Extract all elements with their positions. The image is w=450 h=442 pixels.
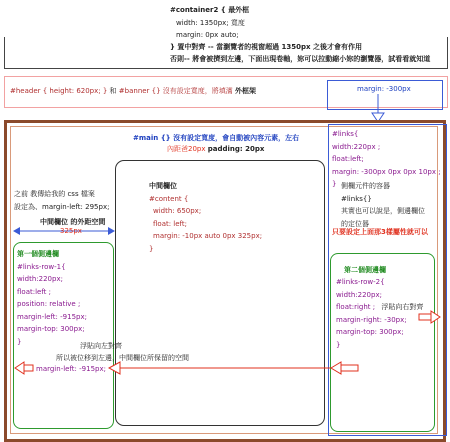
main-note-2 <box>167 144 264 155</box>
links-line-1: #links{ <box>332 130 359 138</box>
links-row-1-line-4: position: relative ; <box>17 300 81 308</box>
links-desc-4: 的定位器 <box>341 219 369 228</box>
left-note-1: 之前 教傳給我的 css 檔案 <box>14 190 95 198</box>
links-margin-label: margin: -300px <box>357 85 411 93</box>
links-row-1-line-3: float:left ; <box>17 287 52 296</box>
links-line-5: } <box>332 180 337 188</box>
main-note-padding: padding: 20px <box>207 145 265 153</box>
bottom-note-1: 浮貼向左對齊 <box>80 342 122 350</box>
links-row-1-code <box>17 248 87 348</box>
content-line-3: float: left; <box>153 219 188 228</box>
links-row-1-line-1: #links-row-1{ <box>17 262 66 271</box>
right-arrow-icon <box>418 310 442 324</box>
outer-space-px: 325px <box>60 227 82 235</box>
links-row-2-code <box>336 276 423 351</box>
content-line-4: margin: -10px auto 0px 325px; <box>153 232 263 240</box>
container2-code <box>170 4 249 42</box>
content-title: 中間欄位 <box>149 182 177 190</box>
links-desc-2: #links{} <box>341 194 372 203</box>
links-row-1-title: 第一個側邊欄 <box>17 250 59 258</box>
links-row-2-line-4: margin-right: -30px; <box>336 315 407 324</box>
links-line-4: margin: -300px 0px 0px 10px ; <box>332 167 441 176</box>
links-desc-3: 其實也可以說是，側邊欄位 <box>341 207 425 215</box>
links-desc <box>341 180 425 230</box>
container2-line-2: width: 1350px; 寬度 <box>176 18 245 27</box>
banner-code: #banner {} 沒有設定寬度，將填滿 <box>118 87 233 95</box>
content-line-5: } <box>149 244 154 253</box>
links-line-2: width:220px ; <box>332 142 381 151</box>
main-note-red: 內距爸20px <box>167 145 206 153</box>
left-note-2: 設定為、margin-left: 295px; <box>14 202 110 211</box>
links-row-1-line-6: margin-top: 300px; <box>17 325 85 333</box>
container2-note-2: 否則-- 將會被擠到左邊，下面出現卷軸，妳可以拉動縮小妳的瀏覽器，試看看就知道 <box>170 55 431 63</box>
header-and: 和 <box>109 87 117 95</box>
header-tail: 外框架 <box>235 87 257 95</box>
float-right-note: 浮貼向右對齊 <box>381 303 424 311</box>
bottom-right-left-arrow-icon <box>330 361 360 375</box>
links-line-3: float:left; <box>332 155 364 163</box>
content-code <box>149 180 262 255</box>
left-note <box>14 188 109 213</box>
content-line-1: #content { <box>149 194 189 203</box>
long-left-arrow-icon <box>108 361 356 375</box>
links-row-2-line-5: margin-top: 300px; <box>336 328 404 336</box>
header-code: #header { height: 620px; } <box>10 87 108 95</box>
links-warning: 只要設定上面那3樣屬性就可以 <box>332 228 428 236</box>
outer-space-label: 中間欄位 的外距空間 <box>40 218 106 226</box>
main-note-1: #main {} 沒有設定寬度，會自動被內容元素，左右 <box>133 134 300 142</box>
links-row-2-title: 第二個側邊欄 <box>344 266 386 274</box>
links-row-2-line-3 <box>336 301 423 314</box>
bottom-note-2: 所以被位移到左邊，中間欄位所保留的空間 <box>56 354 189 362</box>
links-row-2-line-2: width:220px; <box>336 290 382 299</box>
content-line-2: width: 650px; <box>153 207 202 215</box>
links-desc-1: 側欄元件的容器 <box>341 182 390 190</box>
links-row-1-line-5: margin-left: -915px; <box>17 312 87 321</box>
links-row-2-line-1: #links-row-2{ <box>336 278 385 286</box>
container2-note-1: } 置中對齊 -- 當瀏覽者的視窗超過 1350px 之後才會有作用 <box>170 43 362 51</box>
links-row-2-line-3-code: float:right ; <box>336 303 376 311</box>
links-row-1-line-2: width:220px; <box>17 275 63 283</box>
links-row-1-line-7: } <box>17 337 22 346</box>
container2-line-1: #container2 { 最外框 <box>170 6 250 14</box>
links-row-2-line-6: } <box>336 340 341 349</box>
header-note <box>10 86 256 97</box>
bottom-margin-label: margin-left: -915px; <box>36 365 106 373</box>
left-arrow-icon <box>14 361 34 375</box>
container2-line-3: margin: 0px auto; <box>176 31 239 39</box>
